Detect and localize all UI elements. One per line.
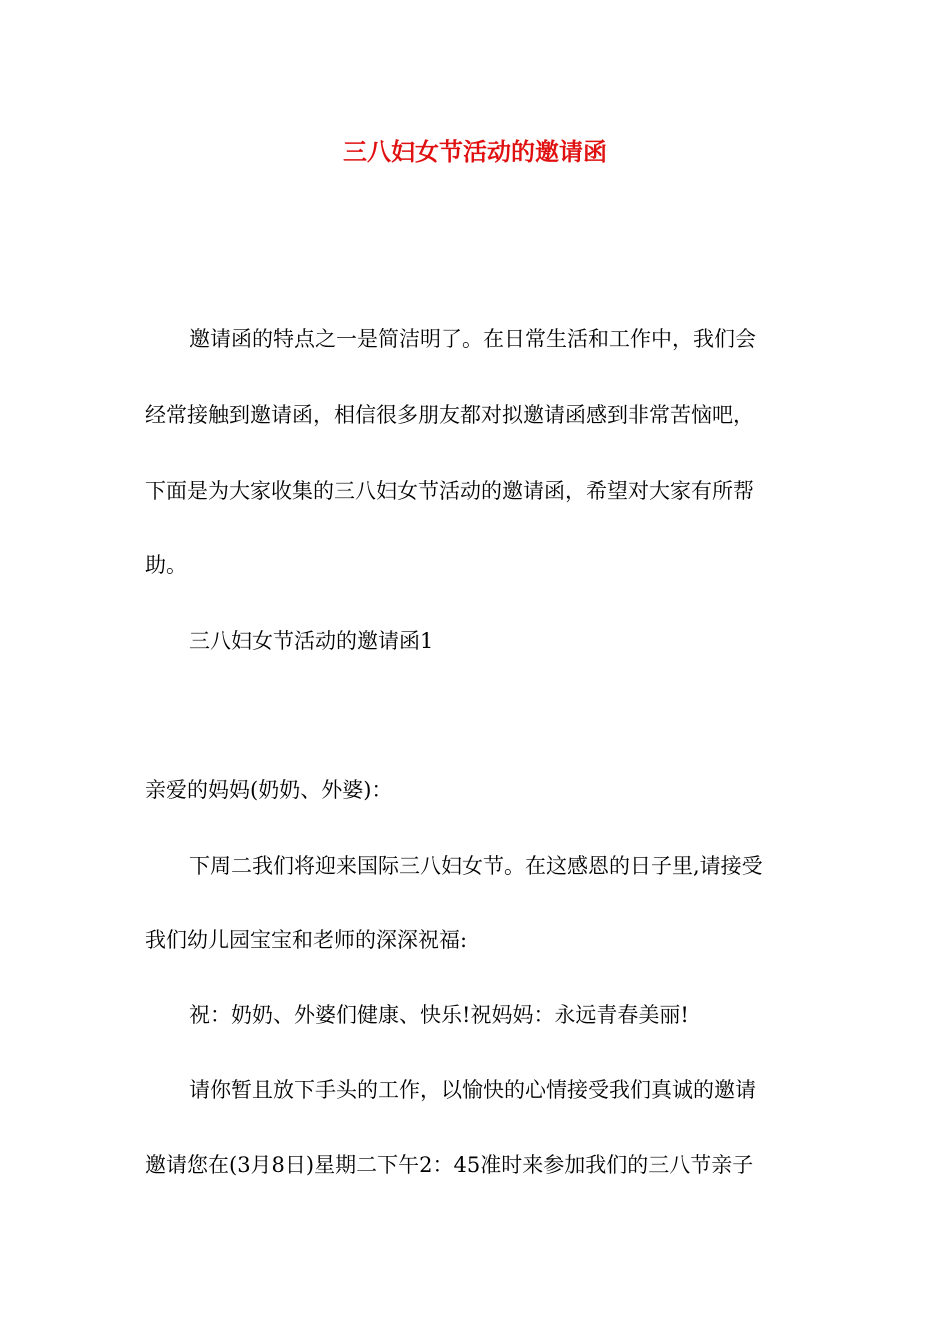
intro-line-2: 经常接触到邀请函，相信很多朋友都对拟邀请函感到非常苦恼吧， [145, 403, 754, 427]
body-line-4: 请你暂且放下手头的工作，以愉快的心情接受我们真诚的邀请 [189, 1078, 756, 1102]
section-heading: 三八妇女节活动的邀请函1 [189, 629, 434, 653]
intro-line-1: 邀请函的特点之一是简洁明了。在日常生活和工作中，我们会 [189, 327, 756, 351]
intro-line-4: 助。 [145, 553, 187, 577]
body-line-2: 我们幼儿园宝宝和老师的深深祝福: [145, 928, 468, 952]
body-line-3: 祝：奶奶、外婆们健康、快乐!祝妈妈：永远青春美丽! [189, 1003, 689, 1027]
body-line-5: 邀请您在(3月8日)星期二下午2：45准时来参加我们的三八节亲子 [145, 1153, 754, 1177]
document-title: 三八妇女节活动的邀请函 [343, 137, 607, 166]
salutation: 亲爱的妈妈(奶奶、外婆)： [145, 778, 393, 802]
intro-line-3: 下面是为大家收集的三八妇女节活动的邀请函，希望对大家有所帮 [145, 479, 754, 503]
body-line-1: 下周二我们将迎来国际三八妇女节。在这感恩的日子里,请接受 [189, 854, 763, 878]
